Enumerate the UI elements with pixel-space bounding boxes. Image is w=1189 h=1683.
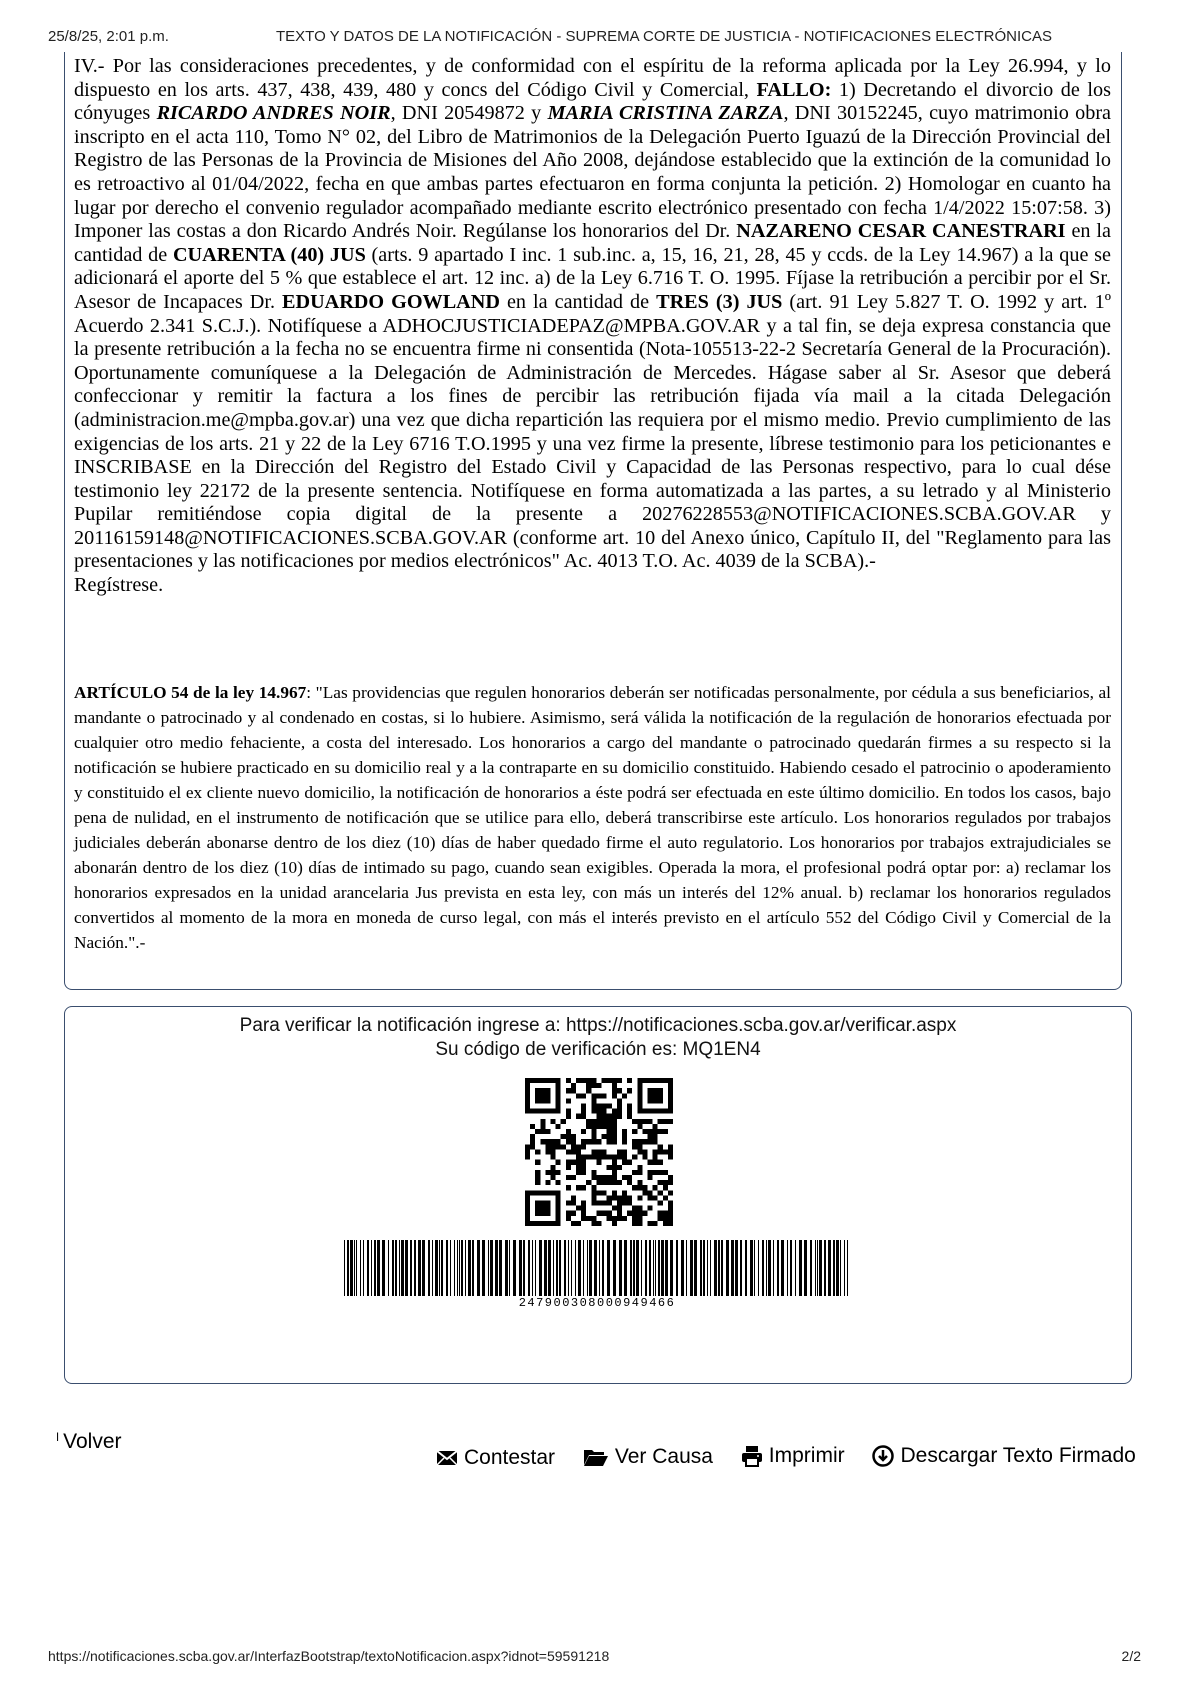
article-54-text <box>74 680 1111 955</box>
ruling-segment: en la cantidad de <box>499 290 657 313</box>
spouse-name-2: MARIA CRISTINA ZARZA <box>547 102 784 125</box>
spouse-name-1: RICARDO ANDRES NOIR <box>156 102 391 125</box>
contestar-button[interactable] <box>436 1446 555 1470</box>
contestar-label: Contestar <box>464 1446 556 1469</box>
barcode-number: 247900308000949466 <box>518 1296 676 1310</box>
volver-link[interactable] <box>56 1430 122 1454</box>
fee-amount-1: CUARENTA (40) JUS <box>172 243 366 266</box>
registrese: Regístrese. <box>74 574 164 597</box>
verification-url-line: Para verificar la notificación ingrese a: https://notificaciones.scba.gov.ar/verificar.aspx <box>239 1015 957 1036</box>
ruling-segment: 1) Decretando el divorcio de los cónyuges <box>74 78 1111 125</box>
imprimir-button[interactable] <box>741 1444 845 1468</box>
imprimir-label: Imprimir <box>768 1444 845 1467</box>
verification-text <box>64 1014 1132 1062</box>
article-54-body: : "Las providencias que regulen honorarios deberán ser notificadas personalmente, por cédula a sus beneficiarios, al mandante o patrocinado y al condenado en costas, si lo hubiere. Asimismo, será válida la notificación de la regulación de honorarios efectuada por cualquier otro medio fehaciente, a costa del interesado. Los honorarios a cargo del mandante o patrocinado quedarán firmes a su respecto si la notificación se hubiere practicado en su domicilio real y a la contraparte en su domicilio constituido. Habiendo cesado el patrocinio o apoderamiento y constituido el ex cliente nuevo domicilio, la notificación de honorarios a éste podrá ser efectuada en este último domicilio. En todos los casos, bajo pena de nulidad, en el instrumento de notificación que se utilice para ello, deberá transcribirse este artículo. Los honorarios regulados por trabajos judiciales deberán abonarse dentro de los diez (10) días de haber quedado firme el auto regulatorio. Los honorarios por trabajos extrajudiciales se abonarán dentro de los diez (10) días de intimado su pago, cuando sean exigibles. Operada la mora, el profesional podrá optar por: a) reclamar los honorarios expresados en la unidad arancelaria Jus prevista en esta ley, con más un interés del 12% anual. b) reclamar los honorarios regulados convertidos al momento de la mora en moneda de curso legal, con más el interés previsto en el artículo 552 del Código Civil y Comercial de la Nación.".- <box>74 683 1111 952</box>
volver-label: Volver <box>63 1430 122 1453</box>
ruling-segment: , DNI 20549872 y <box>390 102 548 125</box>
ruling-text <box>74 55 1111 598</box>
ruling-segment: , DNI 30152245, cuyo matrimonio obra inscripto en el acta 110, Tomo N° 02, del Libro de Matrimonios de la Delegación Puerto Iguazú de la Dirección Provincial del Registro de las Personas de la Provincia de Misiones del Año 2008, dejándose establecido que la extinción de la comunidad lo es retroactivo al 01/04/2022, fecha en que ambas partes efectuaron en forma conjunta la petición. 2) Homologar en cuanto ha lugar por derecho el convenio regulador acompañado mediante escrito electrónico presentado con fecha 1/4/2022 15:07:58. 3) Imponer las costas a don Ricardo Andrés Noir. Regúlanse los honorarios del Dr. <box>74 102 1112 243</box>
ruling-segment: (arts. 9 apartado I inc. 1 sub.inc. a, 15, 16, 21, 28, 45 y ccds. de la Ley 14.967) a la que se adicionará el aporte del 5 % que establece el art. 12 inc. a) de la Ley 6.716 T. O. 1995. Fíjase la retribución a percibir por el Sr. Asesor de Incapaces Dr. <box>74 243 1111 313</box>
ver-causa-label: Ver Causa <box>614 1445 713 1468</box>
print-url: https://notificaciones.scba.gov.ar/InterfazBootstrap/textoNotificacion.aspx?idnot=59591218 <box>48 1648 610 1664</box>
print-date: 25/8/25, 2:01 p.m. <box>48 28 169 45</box>
article-54-heading: ARTÍCULO 54 de la ley 14.967 <box>74 683 307 702</box>
envelope-icon <box>436 1449 458 1467</box>
descargar-label: Descargar Texto Firmado <box>900 1444 1136 1467</box>
ruling-segment: en la cantidad de <box>74 220 1111 266</box>
descargar-button[interactable] <box>872 1444 1135 1468</box>
action-bar <box>436 1444 1138 1473</box>
advisor-name: EDUARDO GOWLAND <box>282 290 500 313</box>
lawyer-name: NAZARENO CESAR CANESTRARI <box>736 220 1066 243</box>
qr-code <box>525 1078 673 1226</box>
printer-icon <box>741 1445 763 1467</box>
fallo-label: FALLO: <box>756 78 832 101</box>
verification-code-line: Su código de verificación es: MQ1EN4 <box>435 1039 761 1060</box>
fee-amount-2: TRES (3) JUS <box>656 290 783 313</box>
download-circle-icon <box>872 1445 894 1467</box>
ver-causa-button[interactable] <box>583 1445 713 1469</box>
barcode <box>344 1240 850 1296</box>
page-number: 2/2 <box>1121 1648 1141 1664</box>
ruling-segment: (art. 91 Ley 5.827 T. O. 1992 y art. 1º Acuerdo 2.341 S.C.J.). Notifíquese a ADHOCJUSTICIADEPAZ@MPBA.GOV.AR y a tal fin, se deja expresa constancia que la presente retribución a la fecha no se encuentra firme ni consentida (Nota-105513-22-2 Secretaría General de la Procuración). Oportunamente comuníquese a la Delegación de Administración de Mercedes. Hágase saber al Sr. Asesor que deberá confeccionar y remitir la factura a los fines de percibir las retribución fijada vía mail a la citada Delegación (administracion.me@mpba.gov.ar) una vez que dicha repartición las requiera por el mismo medio. Previo cumplimiento de las exigencias de los arts. 21 y 22 de la Ley 6716 T.O.1995 y una vez firme la presente, líbrese testimonio para los peticionantes e INSCRIBASE en la Dirección del Registro del Estado Civil y Capacidad de las Personas respectivo, para lo cual dése testimonio ley 22172 de la presente sentencia. Notifíquese en forma automatizada a las partes, a su letrado y al Ministerio Pupilar remitiéndose copia digital de la presente a 20276228553@NOTIFICACIONES.SCBA.GOV.AR y 20116159148@NOTIFICACIONES.SCBA.GOV.AR (conforme art. 10 del Anexo único, Capítulo II, del "Reglamento para las presentaciones y las notificaciones por medios electrónicos" Ac. 4013 T.O. Ac. 4039 de la SCBA).- <box>74 290 1111 573</box>
folder-open-icon <box>583 1447 609 1467</box>
broken-image-icon: ǀ <box>56 1430 60 1444</box>
ruling-segment: IV.- Por las consideraciones precedentes, y de conformidad con el espíritu de la reforma aplicada por la Ley 26.994, y lo dispuesto en los arts. 437, 438, 439, 480 y concs del Código Civil y Comercial, <box>74 55 1111 101</box>
print-title: TEXTO Y DATOS DE LA NOTIFICACIÓN - SUPREMA CORTE DE JUSTICIA - NOTIFICACIONES ELECTRÓNICAS <box>276 28 1052 45</box>
